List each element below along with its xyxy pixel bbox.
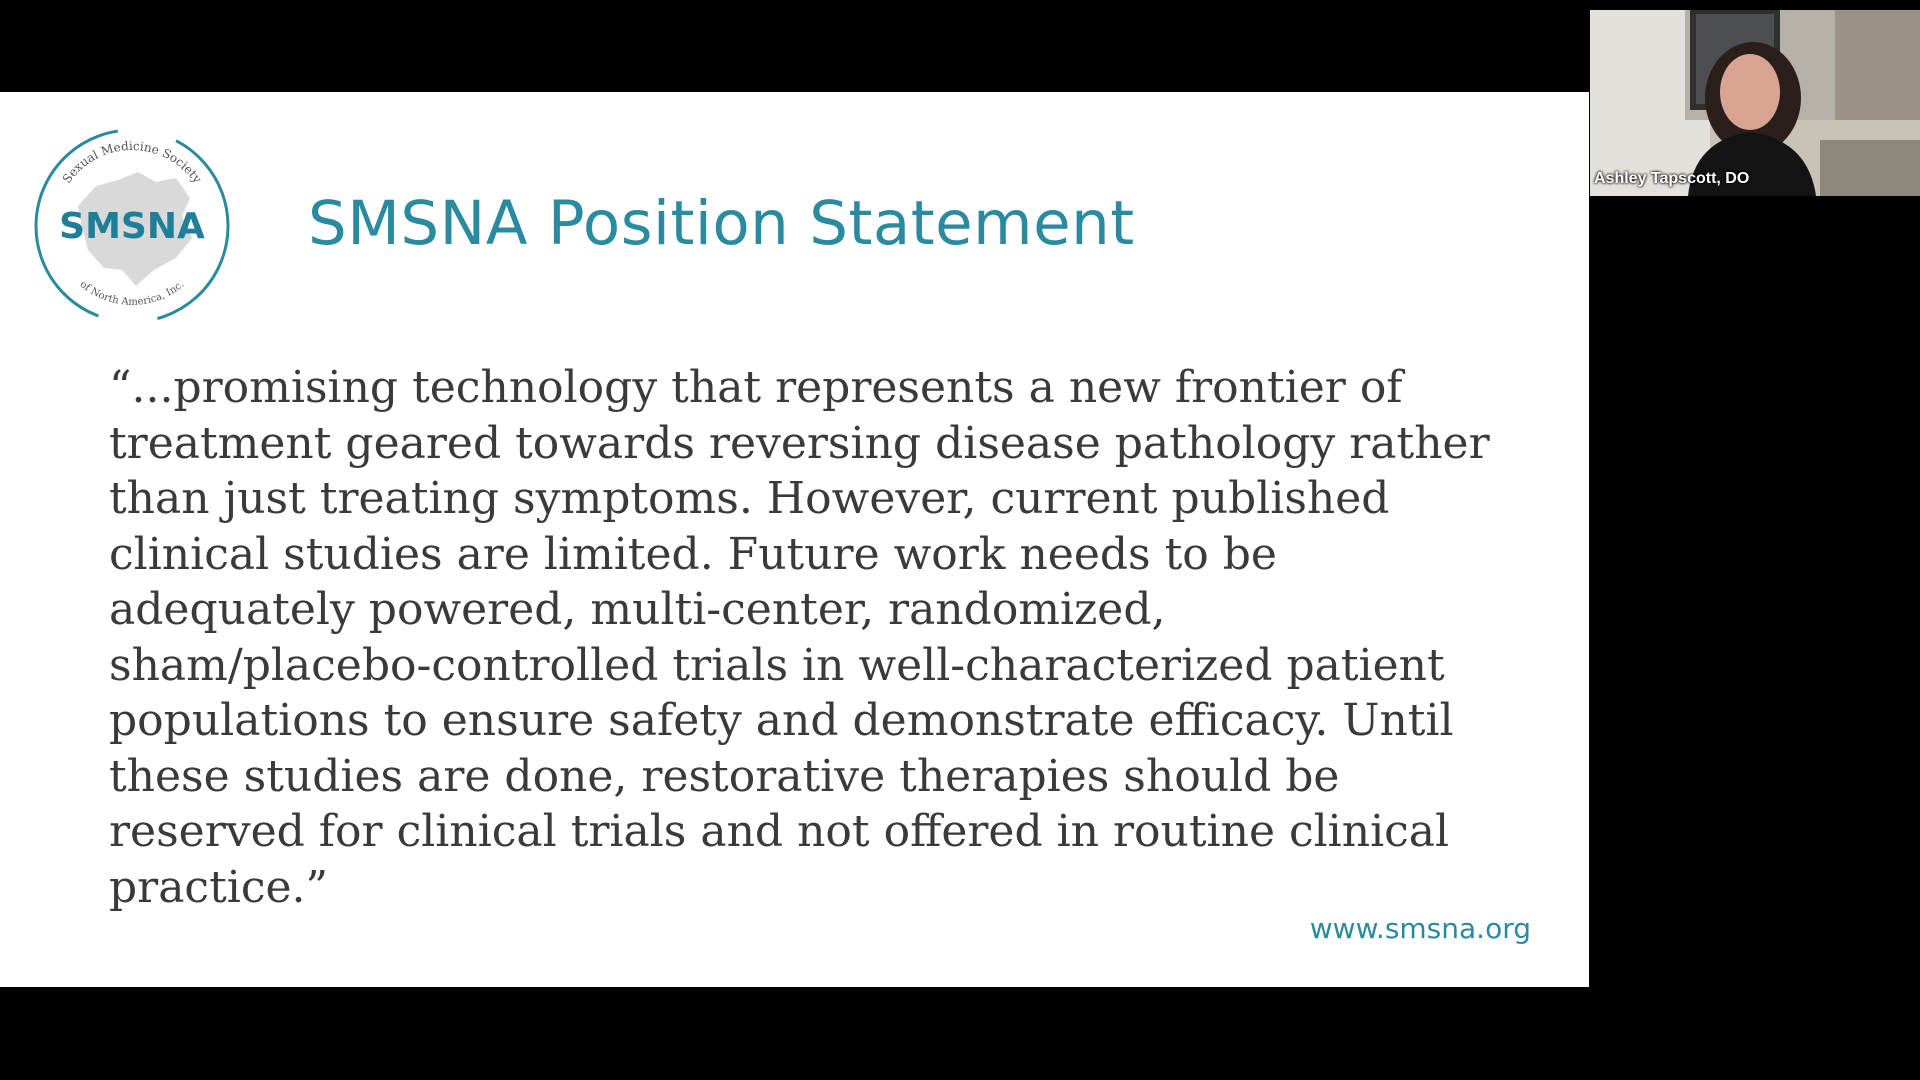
quote-line: clinical studies are limited. Future work needs to be: [109, 528, 1277, 580]
logo-center-text: SMSNA: [59, 206, 205, 247]
quote-line: adequately powered, multi-center, randomized,: [109, 584, 1166, 635]
quote-line: “...promising technology that represents a new frontier of: [109, 362, 1403, 413]
participant-video-frame: [1590, 10, 1920, 196]
svg-text:of North America, Inc.: [78, 279, 187, 308]
quote-block: [109, 360, 1569, 915]
quote-line: these studies are done, restorative therapies should be: [109, 750, 1340, 802]
smsna-logo: [26, 120, 238, 332]
quote-line: than just treating symptoms. However, current published: [109, 473, 1390, 524]
logo-arc-bottom-text: of North America, Inc.: [77, 279, 187, 308]
quote-line: practice.”: [109, 861, 328, 913]
slide-title: SMSNA Position Statement: [308, 188, 1135, 259]
shared-slide: [0, 92, 1589, 987]
quote-line: reserved for clinical trials and not offered in routine clinical: [109, 806, 1450, 857]
quote-line: sham/placebo-controlled trials in well-characterized patient: [109, 639, 1445, 691]
participant-video-tile[interactable]: [1590, 10, 1920, 196]
quote-line: populations to ensure safety and demonstrate efficacy. Until: [109, 695, 1454, 746]
participant-name-label: Ashley Tapscott, DO: [1594, 170, 1750, 187]
website-link[interactable]: www.smsna.org: [1309, 912, 1531, 945]
quote-line: treatment geared towards reversing disease pathology rather: [109, 417, 1490, 469]
logo-arc-top-text: Sexual Medicine Society: [59, 138, 205, 186]
